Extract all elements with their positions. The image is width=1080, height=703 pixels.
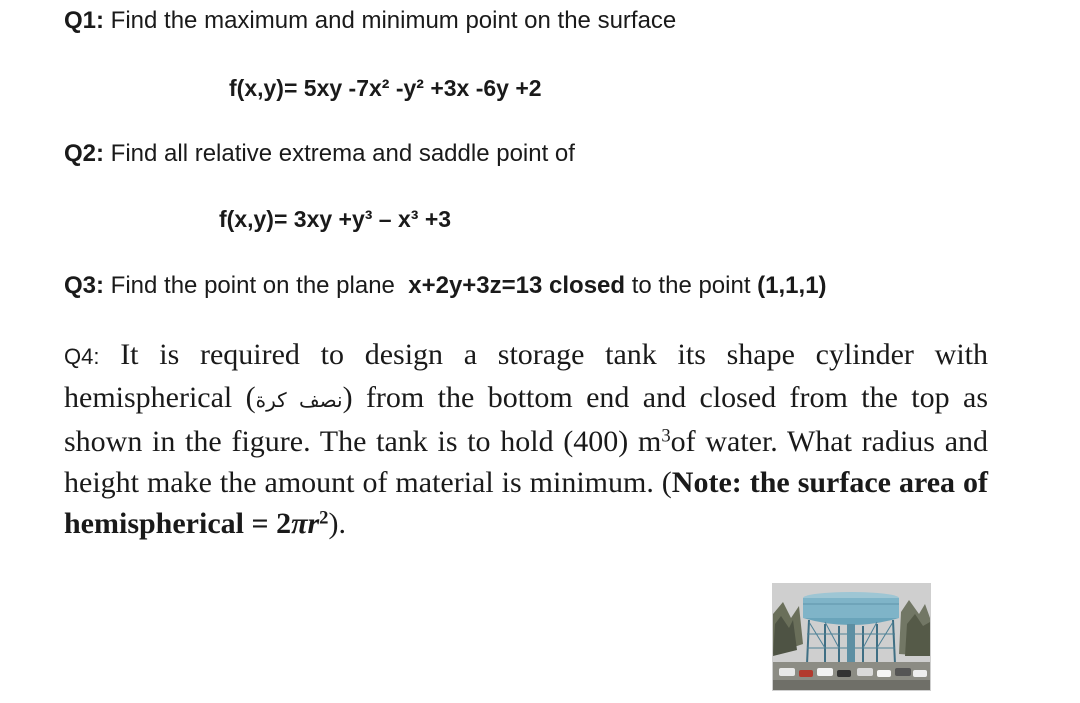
question-4-text-1: It is required to design a storage tank its shape cylinder with hemispherical ( <box>64 338 988 414</box>
question-4-text-3: of water. What radius and height make the amount of material is minimum. ( <box>64 425 989 499</box>
question-4-note: Note: the surface area of hemispherical = 2 <box>64 466 989 540</box>
water-tank-illustration <box>773 584 930 690</box>
question-4-pi-r: πr <box>291 507 320 540</box>
question-2-equation: f(x,y)= 3xy +y³ – x³ +3 <box>219 206 452 232</box>
water-tank-photo <box>772 583 931 691</box>
question-1-text: Find the maximum and minimum point on the surface <box>104 7 677 34</box>
question-2-text: Find all relative extrema and saddle point of <box>104 140 575 167</box>
question-4-label: Q4: <box>64 344 100 369</box>
question-3-plane: x+2y+3z=13 closed <box>408 272 626 299</box>
tank-central-column <box>847 624 855 666</box>
question-4-arabic-term: نصف كرة <box>255 388 343 412</box>
question-4-unit-exponent: 3 <box>661 425 671 447</box>
question-1-equation: f(x,y)= 5xy -7x² -y² +3x -6y +2 <box>229 75 542 101</box>
road <box>773 680 930 690</box>
question-4-formula <box>291 507 328 540</box>
question-2 <box>64 139 575 169</box>
question-3-text: Find the point on the plane <box>104 272 409 299</box>
question-4-text-4: ). <box>328 507 346 540</box>
question-3-label: Q3: <box>64 272 105 299</box>
question-4-text-2: ) from the bottom end and closed from the top as shown in the figure. The tank is to hold (400) m <box>64 381 988 458</box>
question-4 <box>64 334 988 544</box>
question-2-label: Q2: <box>64 140 105 167</box>
question-3 <box>64 271 827 301</box>
question-1 <box>64 6 676 36</box>
question-4-r-exponent: 2 <box>319 507 329 529</box>
question-3-point: (1,1,1) <box>757 272 827 299</box>
tank-body <box>803 598 899 618</box>
question-1-label: Q1: <box>64 7 105 34</box>
question-3-text-middle: to the point <box>625 272 758 299</box>
